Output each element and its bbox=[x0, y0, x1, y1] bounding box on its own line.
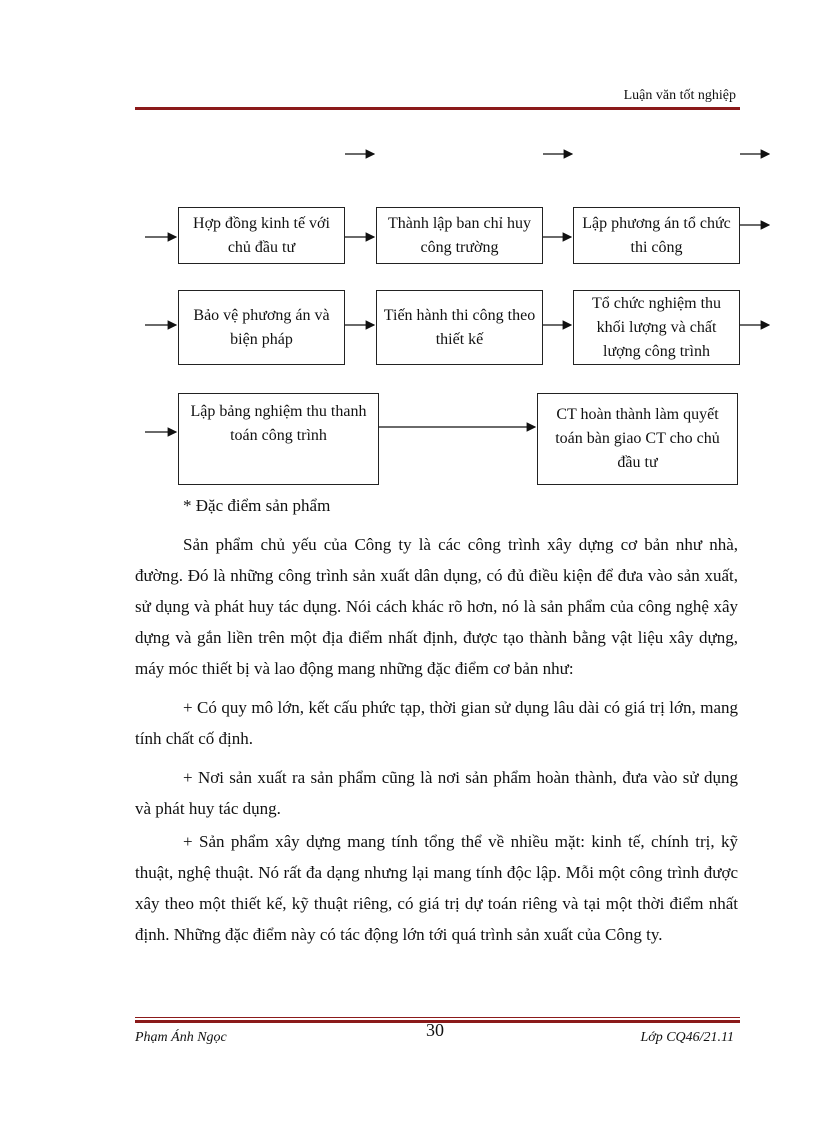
footer-class: Lớp CQ46/21.11 bbox=[640, 1030, 734, 1045]
flow-box-label: Tổ chức nghiệm thu khối lượng và chất lượng công trình bbox=[591, 294, 722, 360]
flow-box-label: Lập phương án tổ chức thi công bbox=[582, 214, 731, 256]
flow-box-defend-plan bbox=[178, 290, 345, 365]
flow-box-contract bbox=[178, 207, 345, 264]
paragraph: + Có quy mô lớn, kết cấu phức tạp, thời gian sử dụng lâu dài có giá trị lớn, mang tính chất cố định. bbox=[135, 698, 738, 748]
flow-box-command-board bbox=[376, 207, 543, 264]
header-rule bbox=[135, 107, 740, 110]
paragraph: + Sản phẩm xây dựng mang tính tổng thể về nhiều mặt: kinh tế, chính trị, kỹ thuật, nghệ thuật. Nó rất đa dạng nhưng lại mang tính độc lập. Mỗi một công trình được xây theo một thiết kế, kỹ thuật riêng, có giá trị dự toán riêng và tại một thời điểm nhất định. Những đặc điểm này có tác động lớn tới quá trình sản xuất của Công ty. bbox=[135, 832, 738, 944]
flow-box-label: Bảo vệ phương án và biện pháp bbox=[193, 306, 330, 348]
flow-box-label: Tiến hành thi công theo thiết kế bbox=[383, 306, 536, 348]
flow-box-label: Lập bảng nghiệm thu thanh toán công trình bbox=[190, 403, 367, 444]
header-title: Luận văn tốt nghiệp bbox=[623, 88, 736, 103]
body-text bbox=[135, 529, 738, 950]
page-number: 30 bbox=[426, 1020, 444, 1040]
paragraph: + Nơi sản xuất ra sản phẩm cũng là nơi sản phẩm hoàn thành, đưa vào sử dụng và phát huy tác dụng. bbox=[135, 768, 738, 818]
flow-box-label: CT hoàn thành làm quyết toán bàn giao CT cho chủ đầu tư bbox=[555, 406, 720, 471]
flow-box-handover bbox=[537, 393, 738, 485]
section-heading: * Đặc điểm sản phẩm bbox=[183, 496, 331, 515]
paragraph: Sản phẩm chủ yếu của Công ty là các công trình xây dựng cơ bản như nhà, đường. Đó là những công trình sản xuất dân dụng, có đủ điều kiện để đưa vào sản xuất, sử dụng và phát huy tác dụng. Nói cách khác rõ hơn, nó là sản phẩm của công nghệ xây dựng và gắn liền trên một địa điểm nhất định, được tạo thành bằng vật liệu xây dựng, máy móc thiết bị và lao động mang những đặc điểm cơ bản như: bbox=[135, 535, 738, 678]
flow-box-label: Thành lập ban chỉ huy công trường bbox=[387, 214, 532, 256]
flow-box-construction-plan bbox=[573, 207, 740, 264]
footer-rule-top bbox=[135, 1017, 740, 1018]
flow-box-payment-table bbox=[178, 393, 379, 485]
footer-author: Phạm Ánh Ngọc bbox=[135, 1030, 227, 1045]
flow-box-execute bbox=[376, 290, 543, 365]
flow-box-label: Hợp đồng kinh tế với chủ đầu tư bbox=[193, 214, 330, 256]
flow-box-acceptance bbox=[573, 290, 740, 365]
